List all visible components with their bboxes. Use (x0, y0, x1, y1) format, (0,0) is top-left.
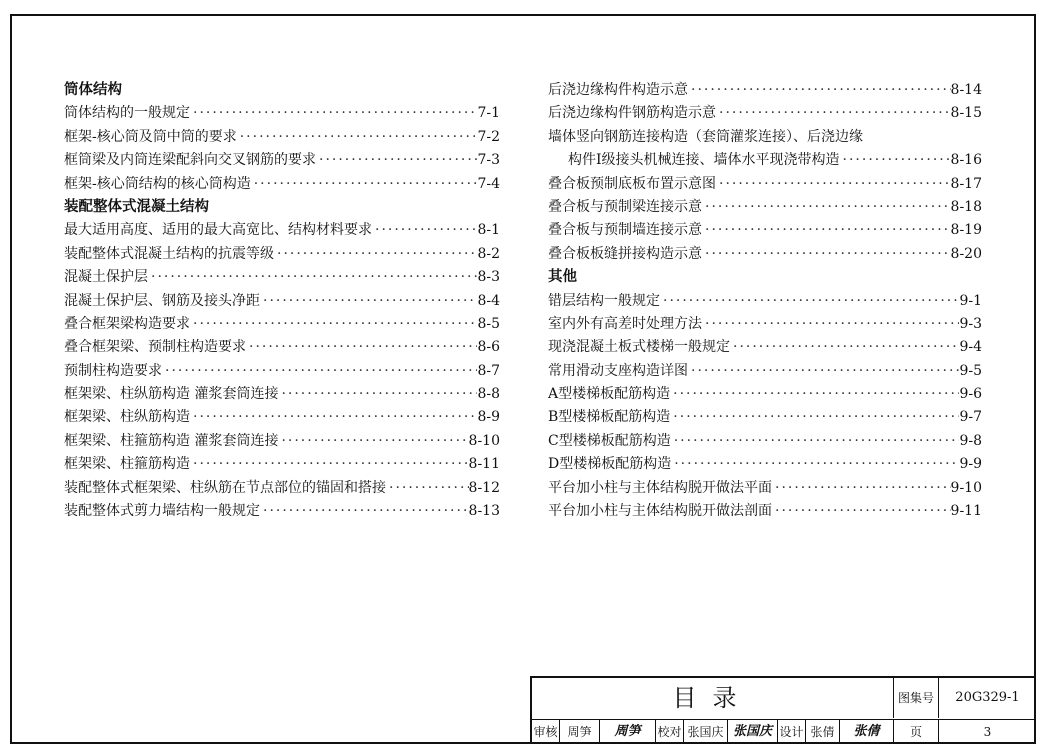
toc-entry-page: 8-13 (468, 503, 500, 520)
toc-entry (548, 126, 982, 149)
dot-leader (372, 219, 477, 242)
dot-leader (278, 430, 468, 453)
toc-entry-page: 7-2 (477, 128, 500, 145)
toc-entry-page: 8-6 (477, 339, 500, 356)
toc-entry (548, 430, 982, 453)
toc-entry (64, 406, 500, 429)
toc-entry-title: 后浇边缘构件构造示意 (548, 82, 688, 98)
toc-entry (64, 173, 500, 196)
toc-entry-title: 预制柱构造要求 (64, 362, 162, 379)
dot-leader (274, 243, 477, 266)
toc-entry (548, 383, 982, 406)
toc-entry (548, 453, 982, 476)
set-number-label: 图集号 (894, 678, 939, 718)
toc-entry (64, 477, 500, 500)
toc-entry-title: 装配整体式剪力墙结构一般规定 (64, 503, 260, 520)
toc-left-column (64, 79, 500, 523)
toc-entry-title: 平台加小柱与主体结构脱开做法剖面 (548, 503, 772, 520)
toc-entry-title: 错层结构一般规定 (548, 292, 660, 309)
toc-entry-title: 叠合板板缝拼接构造示意 (548, 245, 702, 262)
toc-entry-title: 构件Ⅰ级接头机械连接、墙体水平现浇带构造 (568, 152, 840, 169)
toc-entry-page: 7-1 (477, 105, 500, 122)
toc-entry (64, 266, 500, 289)
toc-entry-title: 装配整体式框架梁、柱纵筋在节点部位的锚固和搭接 (64, 479, 386, 496)
toc-entry (548, 219, 982, 242)
set-number-value: 20G329-1 (955, 690, 1020, 705)
toc-entry-page: 9-6 (959, 386, 982, 403)
toc-entry-title: 框架-核心筒及筒中筒的要求 (64, 128, 237, 145)
toc-entry-page: 8-7 (477, 362, 500, 379)
dot-leader (688, 79, 951, 102)
toc-entry-page: 8-9 (477, 409, 500, 426)
toc-entry (548, 477, 982, 500)
toc-entry (548, 290, 982, 313)
dot-leader (840, 149, 951, 172)
section-heading: 装配整体式混凝土结构 (64, 198, 209, 215)
toc-entry-title: 混凝土保护层 (64, 269, 148, 286)
toc-entry-page: 8-10 (468, 432, 500, 449)
dot-leader (702, 219, 951, 242)
toc-entry-title: C型楼梯板配筋构造 (548, 432, 671, 449)
toc-entry (548, 102, 982, 125)
toc-entry-title: 常用滑动支座构造详图 (548, 362, 688, 379)
toc-entry (64, 313, 500, 336)
dot-leader (671, 430, 960, 453)
toc-entry-title: 平台加小柱与主体结构脱开做法平面 (548, 479, 772, 496)
toc-entry (64, 500, 500, 523)
toc-entry (548, 79, 982, 102)
toc-entry-title: 框架梁、柱纵筋构造 (64, 409, 190, 426)
dot-leader (716, 102, 951, 125)
toc-entry-title: 墙体竖向钢筋连接构造（套筒灌浆连接）、后浇边缘 (548, 128, 863, 145)
dot-leader (688, 360, 959, 383)
section-heading: 其他 (548, 269, 577, 286)
toc-entry-page: 7-4 (477, 175, 500, 192)
toc-entry-title: 叠合框架梁构造要求 (64, 315, 190, 332)
toc-entry-page: 9-5 (959, 362, 982, 379)
toc-entry-title: 叠合板与预制墙连接示意 (548, 222, 702, 239)
dot-leader (716, 173, 951, 196)
dot-leader (260, 290, 477, 313)
toc-entry (64, 219, 500, 242)
toc-entry-page: 8-5 (477, 315, 500, 332)
toc-entry-title: 筒体结构的一般规定 (64, 105, 190, 122)
toc-entry-title: 现浇混凝土板式楼梯一般规定 (548, 339, 730, 356)
dot-leader (702, 243, 951, 266)
dot-leader (251, 173, 478, 196)
toc-entry-page: 8-12 (468, 479, 500, 496)
toc-entry (64, 149, 500, 172)
reviewer-signature: 周笋 (600, 720, 656, 744)
toc-entry (64, 102, 500, 125)
toc-entry (64, 126, 500, 149)
dot-leader (660, 290, 959, 313)
title-block (530, 676, 1036, 744)
toc-entry-page: 8-4 (477, 292, 500, 309)
dot-leader (772, 477, 951, 500)
toc-entry (64, 336, 500, 359)
toc-entry-title: 框筒梁及内筒连梁配斜向交叉钢筋的要求 (64, 152, 316, 169)
toc-entry-page: 9-10 (950, 479, 982, 496)
checker-signature: 张国庆 (728, 720, 778, 744)
toc-entry-page: 8-16 (950, 152, 982, 169)
toc-entry-title: 最大适用高度、适用的最大高宽比、结构材料要求 (64, 222, 372, 239)
dot-leader (386, 477, 469, 500)
toc-entry-title: 混凝土保护层、钢筋及接头净距 (64, 292, 260, 309)
reviewer-name: 周笋 (560, 720, 600, 744)
dot-leader (190, 406, 477, 429)
toc-entry-title: 框架-核心筒结构的核心筒构造 (64, 175, 251, 192)
toc-entry-page: 9-8 (959, 432, 982, 449)
toc-entry (548, 500, 982, 523)
toc-entry (64, 453, 500, 476)
toc-entry (64, 290, 500, 313)
dot-leader (237, 126, 478, 149)
toc-entry-page: 9-4 (959, 339, 982, 356)
toc-entry-title: 装配整体式混凝土结构的抗震等级 (64, 245, 274, 262)
designer-name: 张倩 (806, 720, 840, 744)
toc-entry-title: 叠合板预制底板布置示意图 (548, 175, 716, 192)
checker-name: 张国庆 (684, 720, 728, 744)
page-label: 页 (894, 720, 939, 744)
dot-leader (148, 266, 477, 289)
toc-entry-page: 8-3 (477, 269, 500, 286)
toc-entry (548, 336, 982, 359)
dot-leader (260, 500, 469, 523)
designer-signature: 张倩 (840, 720, 894, 744)
toc-entry-page: 9-1 (959, 292, 982, 309)
dot-leader (278, 383, 477, 406)
toc-entry-page: 9-3 (959, 315, 982, 332)
toc-entry-title: 框架梁、柱纵筋构造 灌浆套筒连接 (64, 386, 279, 403)
dot-leader (316, 149, 477, 172)
toc-entry (64, 360, 500, 383)
design-label: 设计 (778, 720, 806, 744)
toc-entry (64, 383, 500, 406)
toc-right-column (548, 79, 982, 523)
toc-entry-title: 室内外有高差时处理方法 (548, 315, 702, 332)
title-block-top-row (532, 678, 1036, 720)
page-number: 3 (983, 725, 992, 739)
dot-leader (702, 313, 959, 336)
dot-leader (190, 453, 469, 476)
toc-entry (548, 196, 982, 219)
toc-entry (64, 243, 500, 266)
toc-entry-title: 叠合框架梁、预制柱构造要求 (64, 339, 246, 356)
toc-entry (548, 406, 982, 429)
dot-leader (671, 453, 959, 476)
dot-leader (730, 336, 959, 359)
toc-entry (64, 430, 500, 453)
toc-entry-page: 8-11 (468, 456, 500, 473)
toc-entry-title: A型楼梯板配筋构造 (548, 386, 671, 403)
toc-entry-page: 8-2 (477, 245, 500, 262)
toc-entry-page: 9-7 (959, 409, 982, 426)
toc-entry-title: 后浇边缘构件钢筋构造示意 (548, 105, 716, 122)
toc-entry-page: 8-15 (950, 105, 982, 122)
dot-leader (162, 360, 477, 383)
toc-entry-page: 8-19 (950, 222, 982, 239)
review-label: 审核 (532, 720, 560, 744)
toc-entry (548, 173, 982, 196)
toc-entry-title: D型楼梯板配筋构造 (548, 456, 672, 473)
toc-entry (548, 243, 982, 266)
page-title: 目录 (532, 678, 894, 718)
dot-leader (702, 196, 951, 219)
toc-entry-page: 8-8 (477, 386, 500, 403)
dot-leader (190, 102, 477, 125)
toc-entry-page: 7-3 (477, 152, 500, 169)
toc-entry-page: 9-11 (950, 503, 982, 520)
toc-entry-page: 8-1 (477, 222, 500, 239)
dot-leader (772, 500, 951, 523)
dot-leader (246, 336, 477, 359)
dot-leader (670, 383, 959, 406)
toc-entry-page: 8-17 (950, 175, 982, 192)
toc-entry-page: 8-20 (950, 245, 982, 262)
title-block-sign-row (532, 720, 1036, 744)
toc-entry (548, 313, 982, 336)
dot-leader (670, 406, 959, 429)
section-heading: 筒体结构 (64, 82, 122, 98)
toc-entry (548, 360, 982, 383)
dot-leader (190, 313, 477, 336)
toc-entry-page: 8-14 (950, 82, 982, 98)
toc-entry (548, 149, 982, 172)
toc-entry-title: 叠合板与预制梁连接示意 (548, 198, 702, 215)
toc-entry-title: 框架梁、柱箍筋构造 (64, 456, 190, 473)
toc-entry-page: 9-9 (959, 456, 982, 473)
check-label: 校对 (656, 720, 684, 744)
toc-entry-title: B型楼梯板配筋构造 (548, 409, 671, 426)
toc-entry-page: 8-18 (950, 198, 982, 215)
toc-entry-title: 框架梁、柱箍筋构造 灌浆套筒连接 (64, 432, 279, 449)
